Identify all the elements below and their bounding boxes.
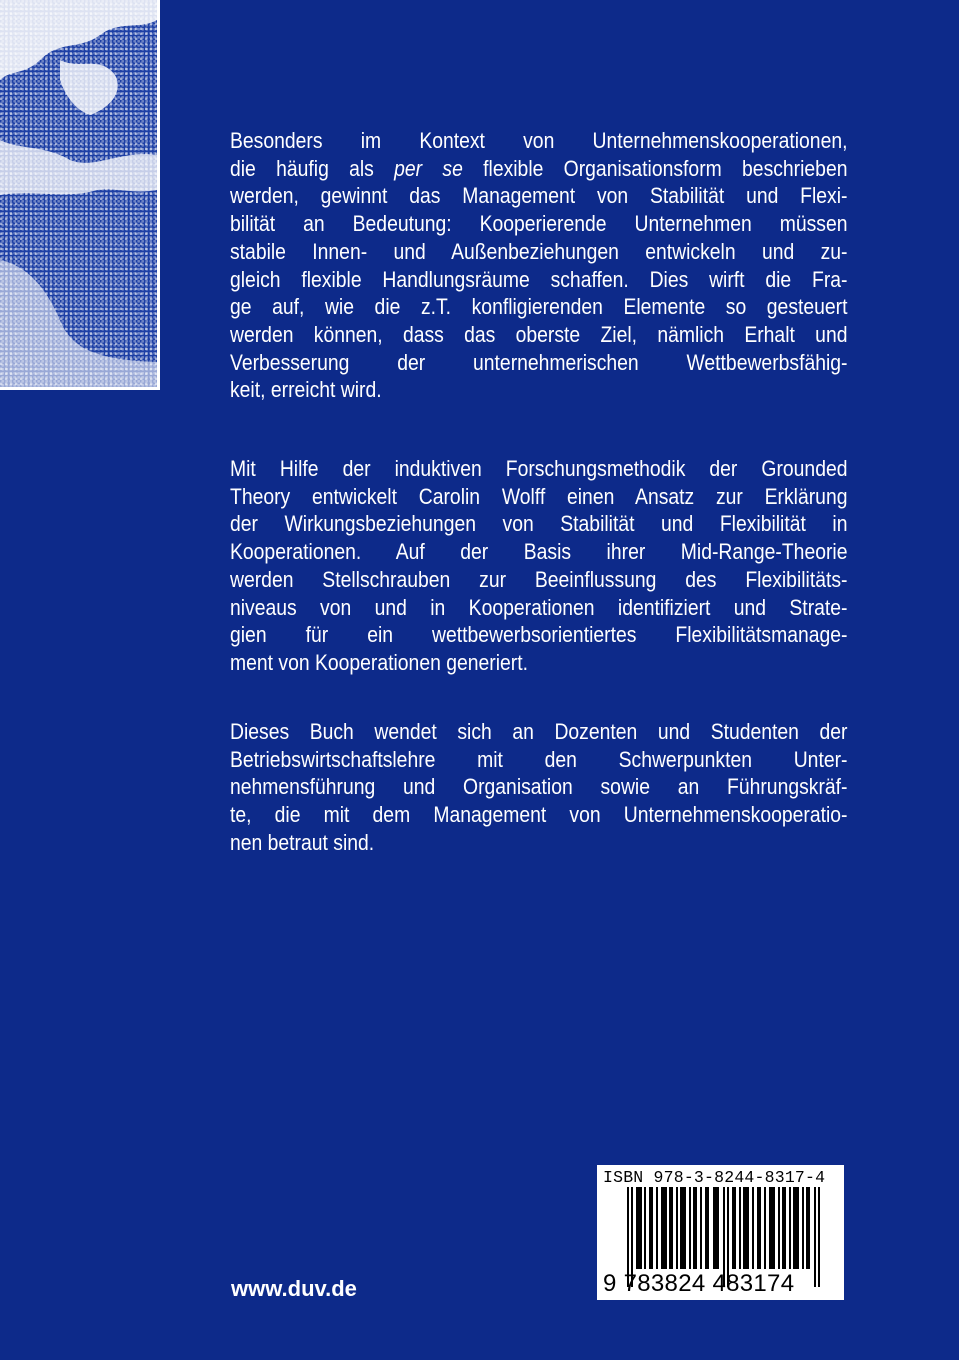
cover-map-image xyxy=(0,0,160,390)
text-line: werden können, dass das oberste Ziel, nämlich Erhalt und xyxy=(230,321,848,347)
text-line: Besonders im Kontext von Unternehmenskooperationen, xyxy=(230,128,848,153)
text-line: stabile Innen- und Außenbeziehungen entwickeln und zu- xyxy=(230,238,848,264)
text-line: werden, gewinnt das Management von Stabilität und Flexi- xyxy=(230,183,848,209)
text-line: bilität an Bedeutung: Kooperierende Unternehmen müssen xyxy=(230,211,848,237)
publisher-url[interactable]: www.duv.de xyxy=(231,1276,357,1301)
text-line: Theory entwickelt Carolin Wolff einen Ansatz zur Erklärung xyxy=(230,483,848,509)
italic-phrase: per se xyxy=(394,155,463,181)
text-line: Betriebswirtschaftslehre mit den Schwerpunkten Unter- xyxy=(230,746,848,772)
text-line: Kooperationen. Auf der Basis ihrer Mid-Range-Theorie xyxy=(230,539,848,565)
text-line: Verbesserung der unternehmerischen Wettbewerbsfähig- xyxy=(230,349,848,375)
map-image-icon xyxy=(0,0,157,387)
text-line: Dieses Buch wendet sich an Dozenten und Studenten der xyxy=(230,719,848,744)
text-line-with-italic xyxy=(230,155,847,183)
blurb-paragraph-2 xyxy=(230,455,847,677)
isbn-label: ISBN 978-3-8244-8317-4 xyxy=(603,1168,826,1187)
text-line: nehmensführung und Organisation sowie an Führungskräf- xyxy=(230,774,848,800)
text-line: gleich flexible Handlungsräume schaffen. Dies wirft die Fra- xyxy=(230,266,848,292)
ean-digits: 9 783824 483174 xyxy=(603,1270,795,1297)
text-line: keit, erreicht wird. xyxy=(230,377,382,403)
text-line: te, die mit dem Management von Unternehmenskooperatio- xyxy=(230,802,848,828)
blurb-paragraph-1 xyxy=(230,127,847,404)
text-fragment: flexible Organisationsform beschrieben xyxy=(462,155,848,181)
blurb-paragraph-3 xyxy=(230,718,847,857)
text-line: nen betraut sind. xyxy=(230,829,375,855)
text-fragment: die häufig als xyxy=(230,155,395,181)
text-line: ge auf, wie die z.T. konfligierenden Elemente so gesteuert xyxy=(230,294,848,320)
text-line: niveaus von und in Kooperationen identifiziert und Strate- xyxy=(230,594,848,620)
text-line: Mit Hilfe der induktiven Forschungsmethodik der Grounded xyxy=(230,456,848,481)
text-line: ment von Kooperationen generiert. xyxy=(230,649,528,675)
text-line: gien für ein wettbewerbsorientiertes Flexibilitätsmanage- xyxy=(230,622,848,648)
text-line: werden Stellschrauben zur Beeinflussung des Flexibilitäts- xyxy=(230,566,848,592)
text-line: der Wirkungsbeziehungen von Stabilität und Flexibilität in xyxy=(230,511,848,537)
isbn-barcode xyxy=(597,1165,844,1300)
